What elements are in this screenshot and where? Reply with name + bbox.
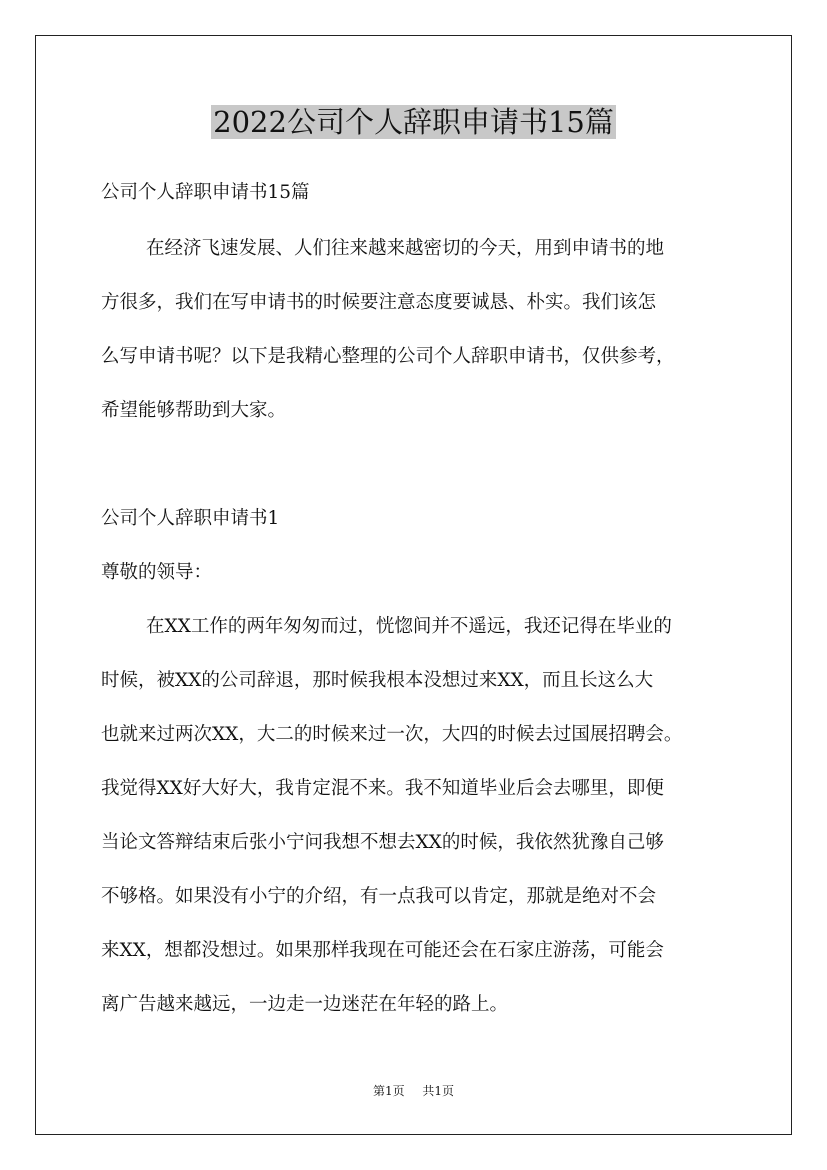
salutation: 尊敬的领导： bbox=[101, 562, 213, 583]
body-line-3: 也就来过两次XX，大二的时候来过一次，大四的时候去过国展招聘会。 bbox=[101, 724, 683, 745]
intro-line-3: 么写申请书呢？以下是我精心整理的公司个人辞职申请书，仅供参考， bbox=[101, 346, 675, 367]
intro-line-1: 在经济飞速发展、人们往来越来越密切的今天，用到申请书的地 bbox=[146, 238, 665, 259]
page-footer bbox=[0, 1083, 827, 1099]
document-title-text: 2022公司个人辞职申请书15篇 bbox=[213, 105, 614, 139]
body-line-1: 在XX工作的两年匆匆而过，恍惚间并不遥远，我还记得在毕业的 bbox=[146, 616, 672, 637]
document-subtitle: 公司个人辞职申请书15篇 bbox=[101, 182, 310, 203]
body-line-8: 离广告越来越远，一边走一边迷茫在年轻的路上。 bbox=[101, 994, 509, 1015]
section-heading: 公司个人辞职申请书1 bbox=[101, 508, 280, 529]
page-total: 共1页 bbox=[422, 1084, 454, 1098]
document-title bbox=[0, 100, 827, 144]
body-line-6: 不够格。如果没有小宁的介绍，有一点我可以肯定，那就是绝对不会 bbox=[101, 886, 657, 907]
body-line-5: 当论文答辩结束后张小宁问我想不想去XX的时候，我依然犹豫自己够 bbox=[101, 832, 664, 853]
body-line-4: 我觉得XX好大好大，我肯定混不来。我不知道毕业后会去哪里，即便 bbox=[101, 778, 664, 799]
body-line-2: 时候，被XX的公司辞退，那时候我根本没想过来XX，而且长这么大 bbox=[101, 670, 654, 691]
intro-line-2: 方很多，我们在写申请书的时候要注意态度要诚恳、朴实。我们该怎 bbox=[101, 292, 657, 313]
body-line-7: 来XX，想都没想过。如果那样我现在可能还会在石家庄游荡，可能会 bbox=[101, 940, 664, 961]
intro-line-4: 希望能够帮助到大家。 bbox=[101, 400, 287, 421]
page-number: 第1页 bbox=[373, 1084, 405, 1098]
